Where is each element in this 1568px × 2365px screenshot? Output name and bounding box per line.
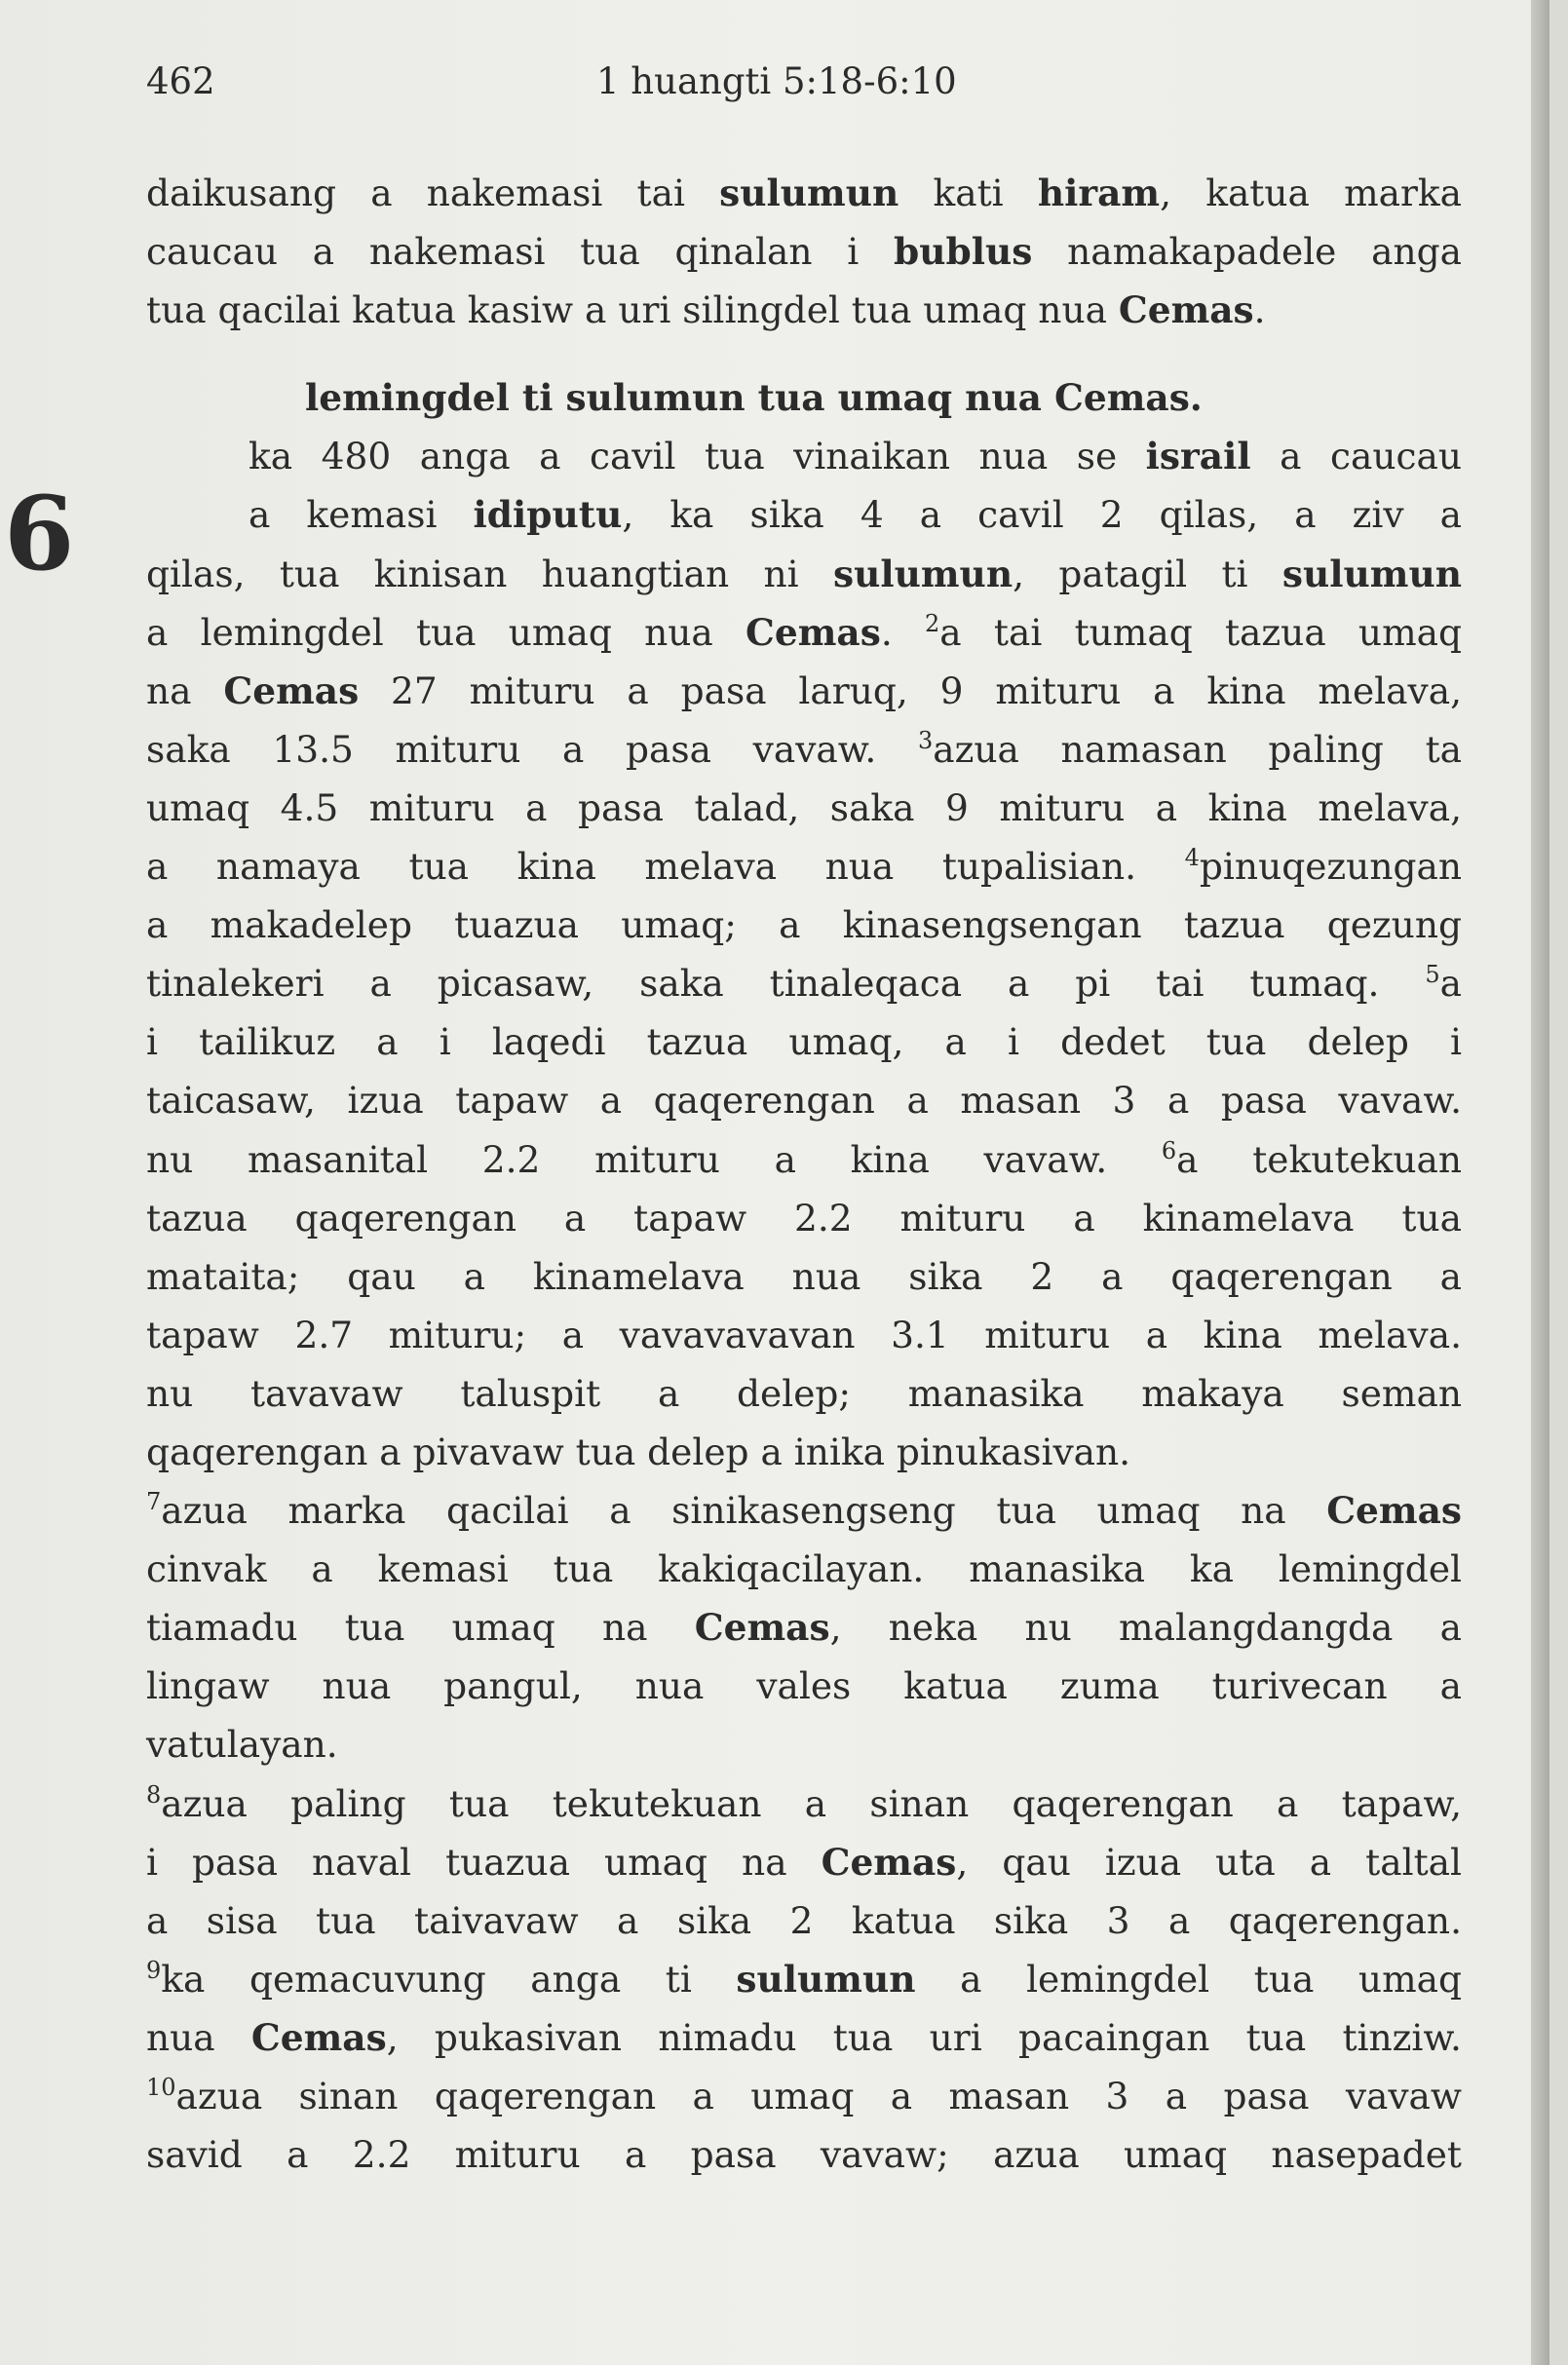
text-run: , pukasivan nimadu tua uri pacaingan tua tinziw.	[386, 2015, 1462, 2059]
name-term: sulumun	[1281, 552, 1463, 595]
text-line	[146, 1598, 1462, 1657]
name-term: israil	[1145, 435, 1251, 478]
text-run: , katua marka	[1160, 172, 1463, 214]
text-line	[146, 1130, 1462, 1189]
text-run: i pasa naval tuazua umaq na	[146, 1840, 822, 1884]
verse-number: 9	[146, 1956, 162, 1984]
text-run: a lemingdel tua umaq nua	[146, 610, 746, 654]
text-run: tiamadu tua umaq na	[146, 1606, 695, 1650]
page-header	[0, 60, 1549, 119]
page-number: 462	[146, 60, 215, 102]
text-line	[146, 1774, 1462, 1833]
text-line	[146, 164, 1462, 222]
text-line: tapaw 2.7 mituru; a vavavavavan 3.1 mituru a kina melava.	[146, 1313, 1462, 1356]
text-line	[146, 2067, 1462, 2125]
text-run: ka 480 anga a cavil tua vinaikan nua se	[249, 435, 1146, 478]
text-run: a kemasi	[249, 493, 474, 537]
text-run: nua	[146, 2015, 251, 2059]
text-run: pinuqezungan	[1199, 845, 1462, 889]
text-run: azua marka qacilai a sinikasengseng tua umaq na	[161, 1489, 1327, 1533]
text-run: daikusang a nakemasi tai	[146, 172, 720, 214]
text-line: mataita; qau a kinamelava nua sika 2 a qaqerengan a	[146, 1254, 1462, 1298]
text-line	[146, 1950, 1462, 2008]
verse-number: 5	[1425, 961, 1440, 989]
text-line: umaq 4.5 mituru a pasa talad, saka 9 mituru a kina melava,	[146, 785, 1462, 829]
text-run: namakapadele anga	[1032, 230, 1462, 274]
text-run: saka 13.5 mituru a pasa vavaw.	[146, 727, 918, 771]
text-line: lingaw nua pangul, nua vales katua zuma turivecan a	[146, 1664, 1462, 1708]
text-line: i tailikuz a i laqedi tazua umaq, a i dedet tua delep i	[146, 1020, 1462, 1064]
text-line: qaqerengan a pivavaw tua delep a inika pinukasivan.	[146, 1430, 1131, 1473]
text-line	[146, 545, 1462, 603]
text-run: na	[146, 668, 224, 712]
text-run: azua paling tua tekutekuan a sinan qaqerengan a tapaw,	[161, 1781, 1462, 1825]
text-run: kati	[899, 172, 1038, 214]
name-term: Cemas	[250, 2015, 387, 2059]
name-term: Cemas	[821, 1840, 957, 1884]
text-line: tazua qaqerengan a tapaw 2.2 mituru a kinamelava tua	[146, 1196, 1462, 1240]
chapter-number: 6	[4, 474, 75, 593]
text-line: nu tavavaw taluspit a delep; manasika makaya seman	[146, 1371, 1462, 1415]
text-line	[146, 2008, 1462, 2067]
name-term: Cemas	[1326, 1489, 1462, 1533]
text-line	[146, 427, 1462, 485]
name-term: sulumun	[736, 1957, 916, 2001]
text-line: a makadelep tuazua umaq; a kinasengsengan tazua qezung	[146, 903, 1462, 947]
name-term: hiram	[1037, 172, 1161, 214]
verse-number: 8	[146, 1780, 162, 1809]
text-run: a lemingdel tua umaq	[915, 1957, 1462, 2001]
name-term: idiputu	[473, 493, 623, 537]
text-run: a	[1439, 962, 1462, 1006]
text-line	[146, 954, 1462, 1012]
text-run: , qau izua uta a taltal	[956, 1840, 1462, 1884]
text-line	[146, 1481, 1462, 1540]
text-run: caucau a nakemasi tua qinalan i	[146, 230, 895, 274]
verse-number: 6	[1161, 1136, 1177, 1164]
text-line: a sisa tua taivavaw a sika 2 katua sika 3 a qaqerengan.	[146, 1898, 1462, 1942]
text-run: a namaya tua kina melava nua tupalisian.	[146, 845, 1185, 889]
text-run: a tekutekuan	[1176, 1137, 1462, 1181]
text-line	[146, 222, 1462, 281]
text-run: .	[1253, 288, 1266, 332]
text-run: qilas, tua kinisan huangtian ni	[146, 552, 833, 595]
text-run: , patagil ti	[1013, 552, 1282, 595]
text-run: , ka sika 4 a cavil 2 qilas, a ziv a	[622, 493, 1462, 537]
running-head: 1 huangti 5:18-6:10	[596, 60, 957, 102]
text-line	[146, 281, 1462, 339]
text-line: vatulayan.	[146, 1723, 338, 1767]
text-run: tua qacilai katua kasiw a uri silingdel tua umaq nua	[146, 288, 1119, 332]
name-term: Cemas	[1118, 288, 1254, 332]
name-term: sulumun	[719, 172, 899, 214]
text-line	[146, 837, 1462, 896]
text-run: azua namasan paling ta	[933, 727, 1462, 771]
text-line: taicasaw, izua tapaw a qaqerengan a masan 3 a pasa vavaw.	[146, 1079, 1462, 1123]
text-line	[146, 662, 1462, 720]
name-term: bublus	[894, 230, 1033, 274]
text-line	[146, 485, 1462, 544]
verse-number: 2	[925, 609, 940, 637]
verse-number: 7	[146, 1488, 162, 1516]
text-run: , neka nu malangdangda a	[829, 1606, 1462, 1650]
name-term: Cemas	[223, 668, 360, 712]
section-heading: lemingdel ti sulumun tua umaq nua Cemas.	[305, 376, 1203, 420]
text-run: ka qemacuvung anga ti	[161, 1957, 737, 2001]
name-term: Cemas	[746, 610, 881, 654]
text-line	[146, 1833, 1462, 1891]
text-run: a tai tumaq tazua umaq	[939, 610, 1463, 654]
text-line	[146, 603, 1462, 662]
text-run: .	[880, 610, 926, 654]
text-run: a caucau	[1250, 435, 1462, 478]
text-line	[146, 720, 1462, 779]
text-line: cinvak a kemasi tua kakiqacilayan. manasika ka lemingdel	[146, 1547, 1462, 1591]
text-run: nu masanital 2.2 mituru a kina vavaw.	[146, 1137, 1162, 1181]
name-term: Cemas	[694, 1606, 830, 1650]
text-run: azua sinan qaqerengan a umaq a masan 3 a pasa vavaw	[175, 2075, 1462, 2117]
verse-number: 4	[1184, 844, 1200, 872]
text-line: savid a 2.2 mituru a pasa vavaw; azua umaq nasepadet	[146, 2133, 1462, 2177]
text-run: 27 mituru a pasa laruq, 9 mituru a kina melava,	[359, 668, 1462, 712]
verse-number: 10	[146, 2074, 176, 2101]
name-term: sulumun	[832, 552, 1013, 595]
page-edge	[1531, 0, 1549, 2365]
text-run: tinalekeri a picasaw, saka tinaleqaca a pi tai tumaq.	[146, 962, 1426, 1006]
body-text	[146, 164, 1462, 2184]
verse-number: 3	[917, 726, 934, 754]
